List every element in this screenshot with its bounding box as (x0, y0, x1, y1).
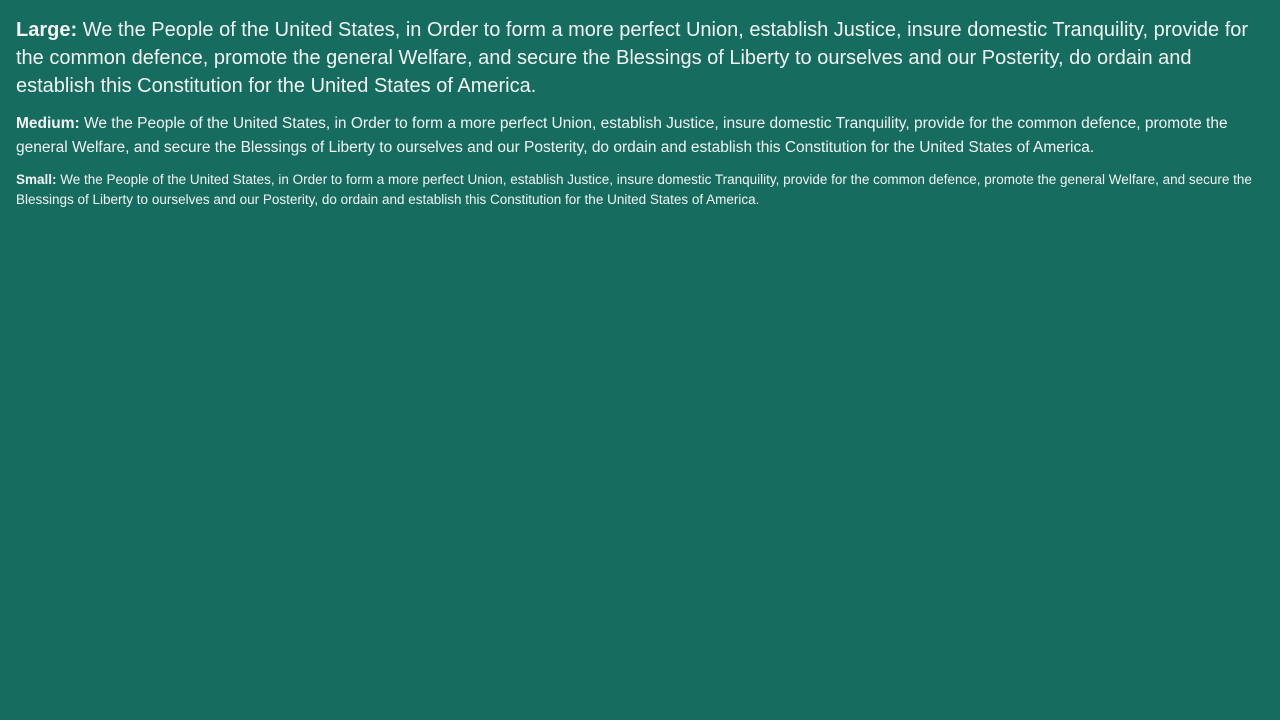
small-label: Small: (16, 172, 57, 187)
medium-paragraph: We the People of the United States, in Order to form a more perfect Union, establish Justice, insure domestic Tranquility, provide for the common defence, promote the general Welfare, and secure the Blessings of Liberty to ourselves and our Posterity, do ordain and establish this Constitution for the United States of America. (16, 115, 1228, 156)
small-paragraph: We the People of the United States, in Order to form a more perfect Union, establish Justice, insure domestic Tranquility, provide for the common defence, promote the general Welfare, and secure the Blessings of Liberty to ourselves and our Posterity, do ordain and establish this Constitution for the United States of America. (16, 172, 1252, 207)
large-paragraph: We the People of the United States, in Order to form a more perfect Union, establish Justice, insure domestic Tranquility, provide for the common defence, promote the general Welfare, and secure the Blessings of Liberty to ourselves and our Posterity, do ordain and establish this Constitution for the United States of America. (16, 19, 1249, 97)
medium-text-sample (16, 112, 1264, 160)
large-text-sample (16, 16, 1264, 100)
large-label: Large: (16, 19, 78, 41)
medium-label: Medium: (16, 115, 80, 132)
small-text-sample (16, 170, 1264, 210)
